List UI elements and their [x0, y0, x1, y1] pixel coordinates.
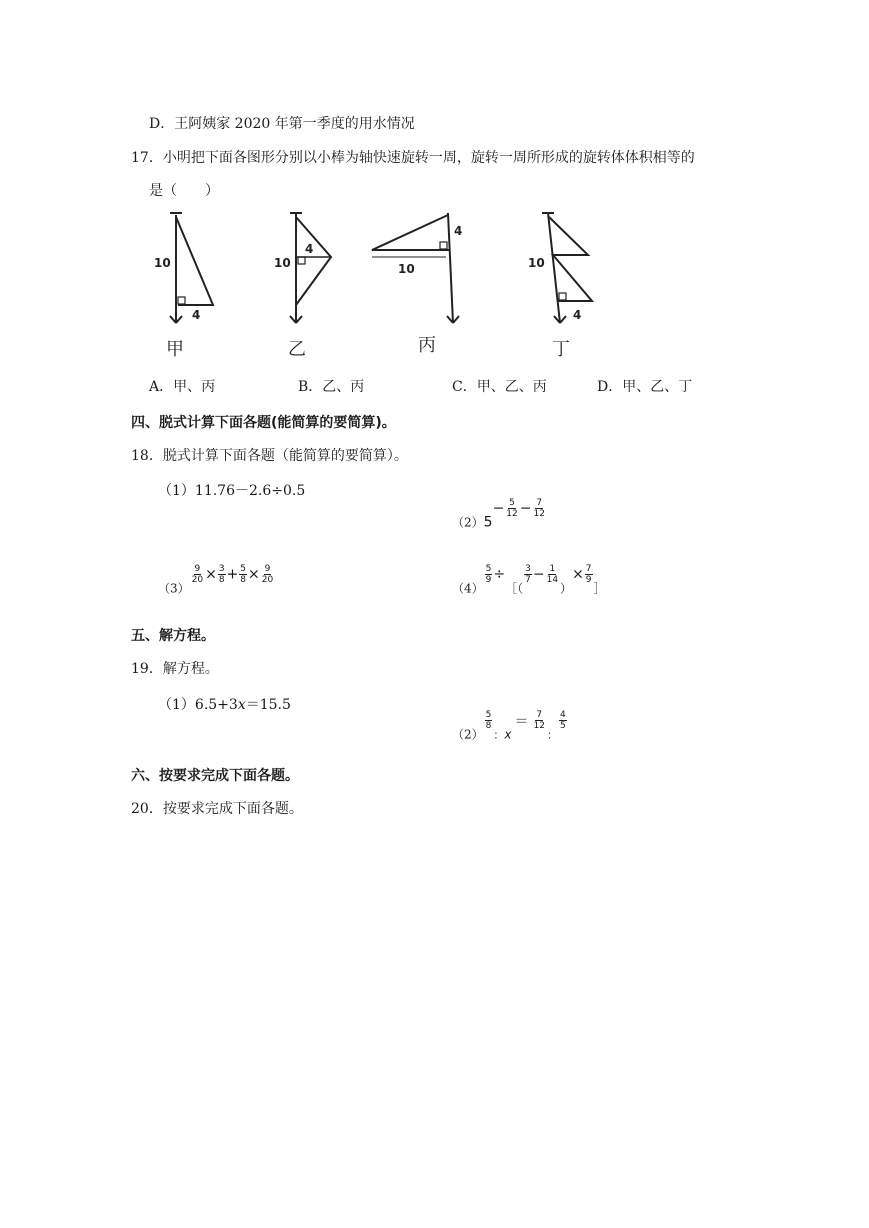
fraction: $\frac{5}{12}$ — [506, 498, 518, 519]
fig-ding-base: 4 — [573, 308, 582, 322]
fraction: $\frac{7}{9}$ — [585, 564, 592, 585]
q17-option-a: A．甲、丙 — [149, 379, 216, 395]
minus-sign: − — [492, 500, 505, 517]
fig-yi-height: 10 — [274, 256, 291, 270]
q17-option-c: C．甲、乙、丙 — [452, 379, 547, 395]
section4-title: 四、脱式计算下面各题(能简算的要简算)。 — [131, 415, 396, 431]
fraction: $\frac{5}{8}$ — [240, 564, 247, 585]
fraction: $\frac{9}{20}$ — [261, 564, 274, 585]
q17-stem-line1: 17．小明把下面各图形分别以小棒为轴快速旋转一周，旋转一周所形成的旋转体体积相等的 — [131, 150, 695, 166]
fig-bing-height: 4 — [454, 224, 463, 238]
q17-figures — [140, 205, 620, 365]
fig-yi-label: 乙 — [288, 339, 306, 360]
q17-option-d: D．甲、乙、丁 — [597, 379, 693, 395]
q18-item4 — [452, 564, 606, 597]
ratio-sign: ： — [493, 728, 505, 742]
q18-stem: 18．脱式计算下面各题（能简算的要简算）。 — [131, 448, 408, 464]
times-sign: × — [248, 566, 260, 583]
equals-sign: ＝ — [514, 713, 529, 730]
fraction: $\frac{7}{12}$ — [533, 498, 545, 519]
q18-item4-label: （4） — [452, 581, 484, 596]
q17-option-b: B．乙、丙 — [298, 379, 365, 395]
q18-item2-label: （2） — [452, 515, 484, 530]
section6-title: 六、按要求完成下面各题。 — [131, 768, 299, 784]
variable-x: x — [504, 727, 512, 742]
divide-sign: ÷ — [493, 566, 506, 583]
bracket-close: ］ — [593, 581, 606, 596]
times-sign: × — [572, 566, 584, 583]
q19-stem: 19．解方程。 — [131, 661, 219, 677]
fig-jia-height: 10 — [154, 256, 171, 270]
q19-item2-label: （2） — [452, 727, 484, 742]
fraction: $\frac{1}{14}$ — [546, 564, 559, 585]
fraction: $\frac{5}{9}$ — [485, 564, 492, 585]
fig-jia-label: 甲 — [166, 339, 184, 360]
fig-ding-height: 10 — [528, 256, 545, 270]
q19-item2 — [452, 710, 568, 743]
fraction: $\frac{5}{8}$ — [485, 710, 492, 731]
q20-stem: 20．按要求完成下面各题。 — [131, 801, 303, 817]
minus-sign: − — [519, 500, 532, 517]
fig-jia-base: 4 — [192, 308, 201, 322]
q18-item3-label: （3） — [158, 581, 190, 596]
bracket-open: ［（ — [505, 581, 524, 596]
fraction: $\frac{9}{20}$ — [191, 564, 204, 585]
q17-stem-line2: 是（ ） — [149, 183, 219, 199]
section5-title: 五、解方程。 — [131, 628, 215, 644]
q18-item2-whole: 5 — [483, 514, 493, 531]
q19-item1: （1）6.5+3x＝15.5 — [158, 697, 291, 713]
q18-item3 — [158, 564, 275, 597]
fraction: $\frac{7}{12}$ — [533, 710, 545, 731]
fig-ding-label: 丁 — [552, 339, 570, 360]
q16-option-d: D．王阿姨家 2020 年第一季度的用水情况 — [149, 116, 415, 132]
variable-x: x — [237, 697, 246, 713]
fraction: $\frac{4}{5}$ — [559, 710, 566, 731]
fraction: $\frac{3}{8}$ — [218, 564, 225, 585]
plus-sign: + — [226, 566, 239, 583]
fig-yi-base: 4 — [305, 242, 314, 256]
q18-item1: （1）11.76－2.6÷0.5 — [158, 483, 306, 499]
ratio-sign: ： — [546, 728, 558, 742]
fig-bing-base: 10 — [398, 262, 415, 276]
q18-item2 — [452, 498, 547, 531]
fraction: $\frac{3}{7}$ — [525, 564, 531, 585]
paren-close: ） — [560, 581, 573, 596]
times-sign: × — [205, 566, 217, 583]
minus-sign: − — [532, 566, 545, 583]
fig-bing-label: 丙 — [418, 335, 436, 356]
